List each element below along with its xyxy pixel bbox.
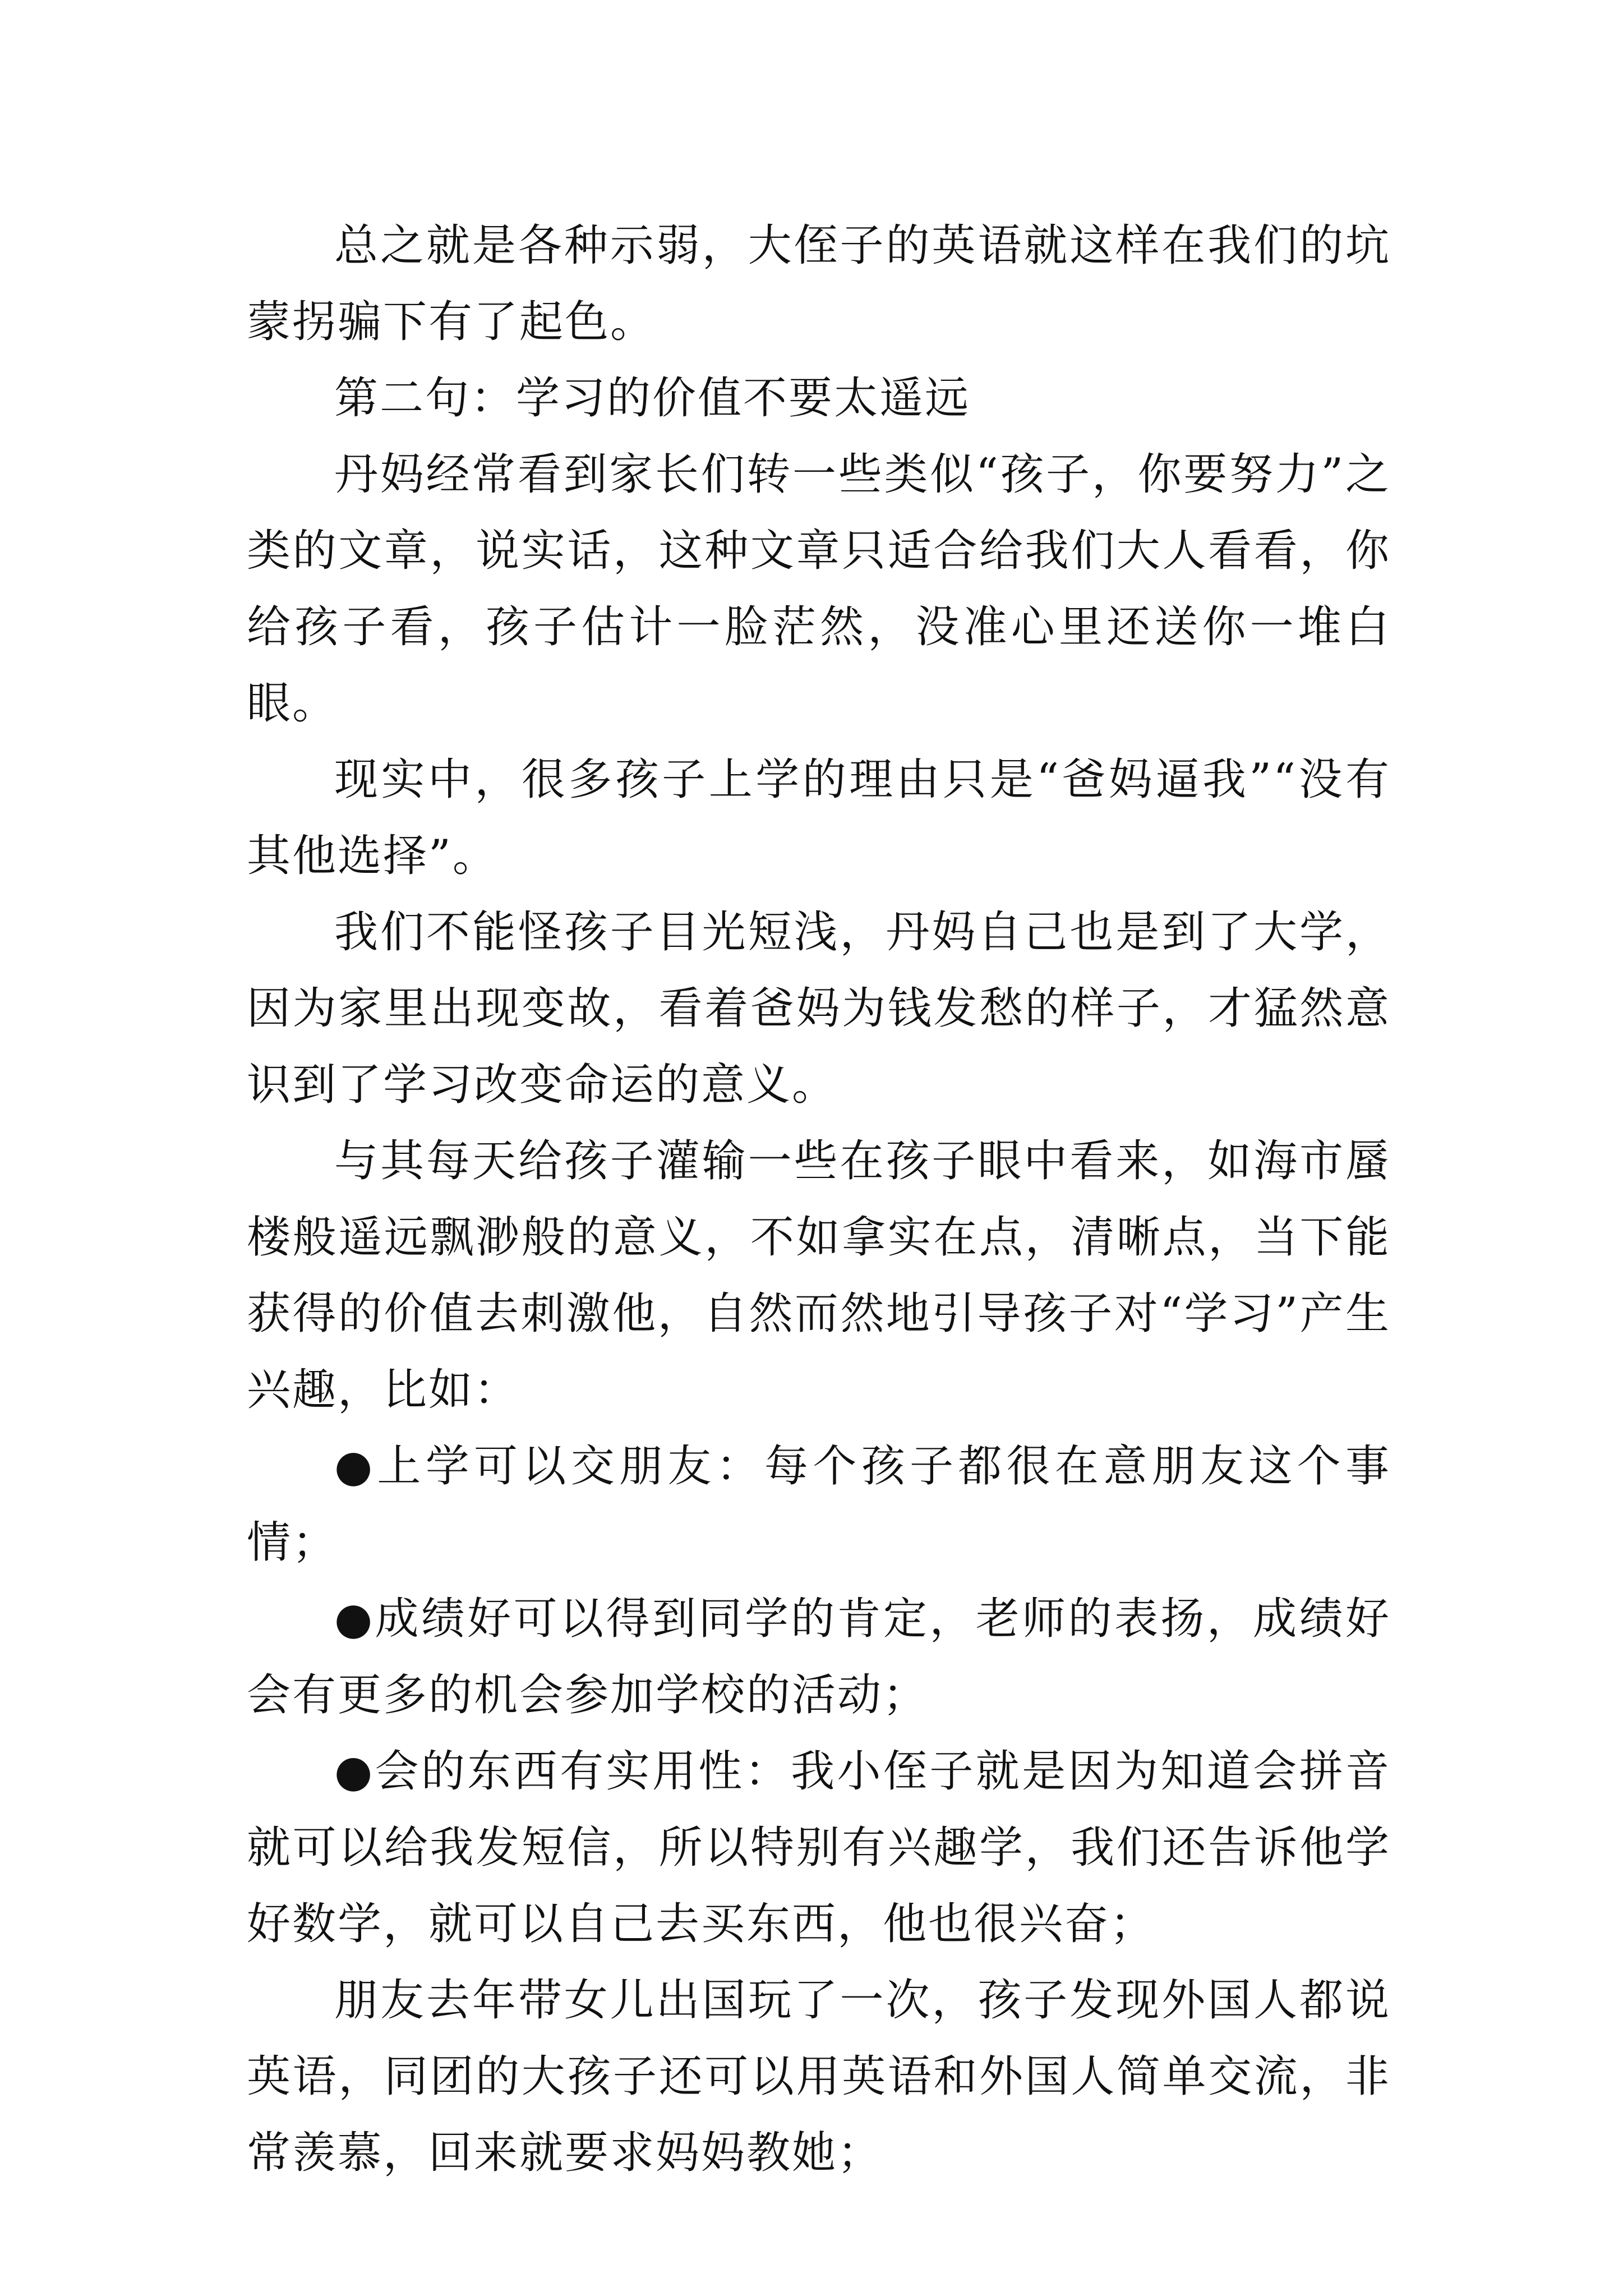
paragraph-summary: 总之就是各种示弱，大侄子的英语就这样在我们的坑蒙拐骗下有了起色。 [247,220,1391,347]
section-heading-second-point: 第二句：学习的价值不要太遥远 [334,373,971,424]
body-text [247,208,1391,2191]
bullet-friends: ●上学可以交朋友：每个孩子都很在意朋友这个事情； [247,1441,1391,1568]
bullet-practical: ●会的东西有实用性：我小侄子就是因为知道会拼音就可以给我发短信，所以特别有兴趣学，我们还告诉他学好数学，就可以自己去买东西，他也很兴奋； [247,1746,1391,1949]
bullet-grades: ●成绩好可以得到同学的肯定，老师的表扬，成绩好会有更多的机会参加学校的活动； [247,1594,1391,1720]
paragraph-trip-abroad: 朋友去年带女儿出国玩了一次，孩子发现外国人都说英语，同团的大孩子还可以用英语和外国人简单交流，非常羡慕，回来就要求妈妈教她； [247,1975,1391,2178]
paragraph-university: 我们不能怪孩子目光短浅，丹妈自己也是到了大学，因为家里出现变故，看着爸妈为钱发愁的样子，才猛然意识到了学习改变命运的意义。 [247,907,1391,1110]
paragraph-reality: 现实中，很多孩子上学的理由只是“爸妈逼我”“没有其他选择”。 [247,754,1391,881]
paragraph-articles: 丹妈经常看到家长们转一些类似“孩子，你要努力”之类的文章，说实话，这种文章只适合给我们大人看看，你给孩子看，孩子估计一脸茫然，没准心里还送你一堆白眼。 [247,449,1391,729]
paragraph-value: 与其每天给孩子灌输一些在孩子眼中看来，如海市蜃楼般遥远飘渺般的意义，不如拿实在点，清晰点，当下能获得的价值去刺激他，自然而然地引导孩子对“学习”产生兴趣，比如： [247,1136,1391,1415]
